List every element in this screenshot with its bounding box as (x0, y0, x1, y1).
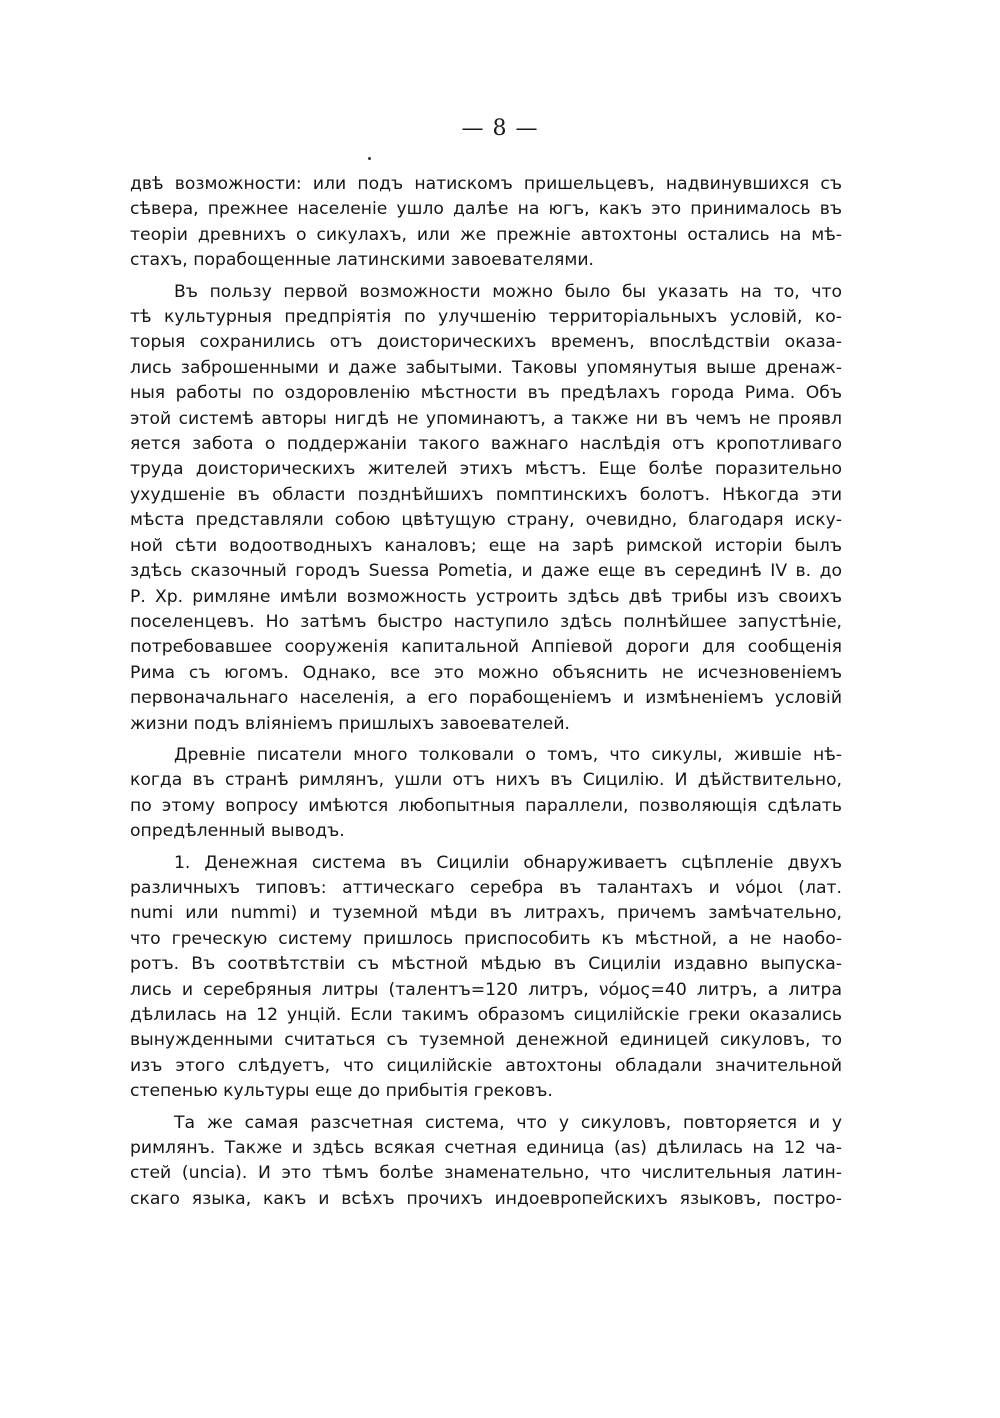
text-line: опредѣленный выводъ. (130, 821, 345, 842)
paragraph-4 (130, 851, 842, 1105)
text-line: что греческую систему пришлось приспособить къ мѣстной, а не наобо- (130, 928, 842, 949)
body-text (130, 172, 842, 1218)
page-number: — 8 — (461, 116, 539, 141)
text-line: 1. Денежная система въ Сициліи обнаруживаетъ сцѣпленіе двухъ (174, 852, 842, 873)
paragraph-2 (130, 280, 842, 737)
text-line: Древніе писатели много толковали о томъ, что сикулы, жившіе нѣ- (174, 744, 842, 765)
text-line: numi или nummi) и туземной мѣди въ литрахъ, причемъ замѣчательно, (130, 903, 842, 924)
text-line: поселенцевъ. Но затѣмъ быстро наступило здѣсь полнѣйшее запустѣніе, (130, 611, 842, 632)
text-line: лись заброшенными и даже забытыми. Таковы упомянутыя выше дренаж- (130, 357, 842, 378)
text-line: сѣвера, прежнее населеніе ушло далѣе на югъ, какъ это принималось въ (130, 199, 842, 220)
text-line: Та же самая разсчетная система, что у сикуловъ, повторяется и у (174, 1112, 842, 1133)
text-line: торыя сохранились отъ доисторическихъ временъ, впослѣдствіи оказа- (130, 332, 842, 353)
paragraph-5 (130, 1111, 842, 1213)
text-line: стахъ, порабощенные латинскими завоевателями. (130, 250, 594, 271)
paragraph-3 (130, 743, 842, 845)
text-line: когда въ странѣ римлянъ, ушли отъ нихъ въ Сицилію. И дѣйствительно, (130, 770, 842, 791)
text-line: труда доисторическихъ жителей этихъ мѣстъ. Еще болѣе поразительно (130, 459, 842, 480)
text-line: различныхъ типовъ: аттическаго серебра въ талантахъ и νόμοι (лат. (130, 877, 842, 898)
text-line: тѣ культурныя предпріятія по улучшенію территоріальныхъ условій, ко- (130, 307, 842, 328)
text-line: Рима съ югомъ. Однако, все это можно объяснить не исчезновеніемъ (130, 662, 842, 683)
text-line: Р. Хр. римляне имѣли возможность устроить здѣсь двѣ трибы изъ своихъ (130, 586, 842, 607)
text-line: римлянъ. Также и здѣсь всякая счетная единица (as) дѣлилась на 12 ча- (130, 1138, 842, 1159)
text-line: ухудшеніе въ области позднѣйшихъ помптинскихъ болотъ. Нѣкогда эти (130, 484, 842, 505)
text-line: Въ пользу первой возможности можно было бы указать на то, что (174, 281, 842, 302)
text-line: яется забота о поддержаніи такого важнаго наслѣдія отъ кропотливаго (130, 434, 842, 455)
text-line: вынужденными считаться съ туземной денежной единицей сикуловъ, то (130, 1030, 842, 1051)
text-line: ныя работы по оздоровленію мѣстности въ предѣлахъ города Рима. Объ (130, 383, 842, 404)
text-line: степенью культуры еще до прибытія грековъ. (130, 1081, 553, 1102)
text-line: по этому вопросу имѣются любопытныя параллели, позволяющія сдѣлать (130, 795, 842, 816)
text-line: двѣ возможности: или подъ натискомъ пришельцевъ, надвинувшихся съ (130, 174, 842, 194)
text-line: ротъ. Въ соотвѣтствіи съ мѣстной мѣдью въ Сициліи издавно выпуска- (130, 954, 842, 975)
text-line: первоначальнаго населенія, а его порабощеніемъ и измѣненіемъ условій (130, 688, 842, 709)
text-line: этой системѣ авторы нигдѣ не упоминаютъ, а также ни въ чемъ не проявл (130, 408, 842, 429)
text-line: потребовавшее сооруженія капитальной Аппіевой дороги для сообщенія (130, 637, 842, 658)
text-line: жизни подъ вліяніемъ пришлыхъ завоевателей. (130, 713, 571, 734)
text-line: изъ этого слѣдуетъ, что сицилійскіе автохтоны обладали значительной (130, 1055, 842, 1076)
text-line: здѣсь сказочный городъ Suessa Pometia, и даже еще въ серединѣ IV в. до (130, 561, 842, 582)
text-line: скаго языка, какъ и всѣхъ прочихъ индоевропейскихъ языковъ, постро- (130, 1188, 842, 1209)
text-line: дѣлилась на 12 унцій. Если такимъ образомъ сицилійскіе греки оказались (130, 1005, 842, 1025)
text-line: мѣста представляли собою цвѣтущую страну, очевидно, благодаря иску- (130, 510, 842, 531)
text-line: ной сѣти водоотводныхъ каналовъ; еще на зарѣ римской исторіи былъ (130, 535, 842, 556)
paragraph-1 (130, 172, 842, 274)
text-line: теоріи древнихъ о сикулахъ, или же прежніе автохтоны остались на мѣ- (130, 224, 842, 245)
print-speck (368, 157, 371, 160)
text-line: лись и серебряныя литры (талентъ=120 литръ, νόμος=40 литръ, а литра (130, 979, 842, 1000)
text-line: стей (uncia). И это тѣмъ болѣе знаменательно, что числительныя латин- (130, 1163, 842, 1184)
